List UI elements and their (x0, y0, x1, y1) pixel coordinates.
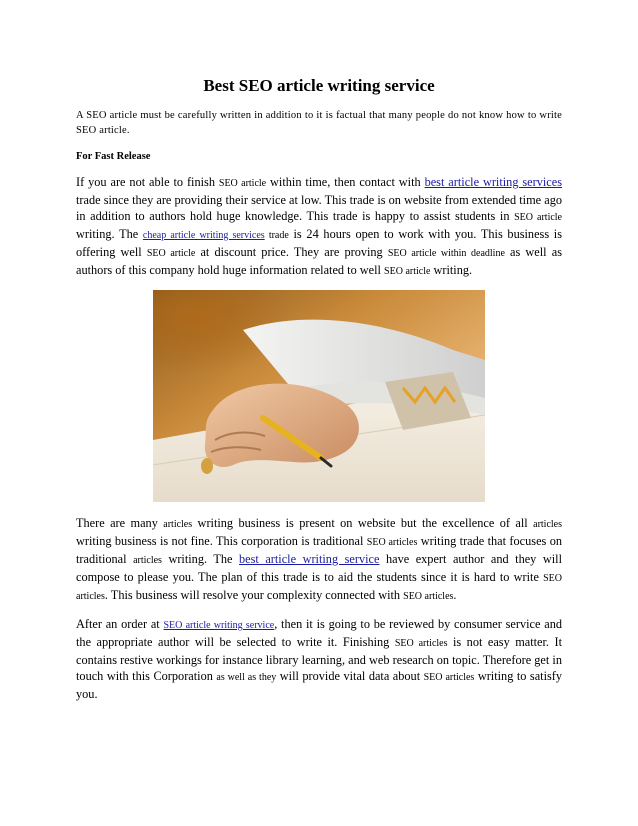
section-subheading: For Fast Release (76, 151, 151, 162)
text-run: writing business is present on website but the excellence of all (192, 516, 534, 530)
keyword-articles: articles (163, 519, 193, 530)
text-run: . This business will resolve your complexity connected with (104, 588, 404, 602)
text-run: If you are not able to finish (76, 175, 219, 189)
keyword-seo-article: SEO article (218, 178, 267, 189)
text-run: is not easy matter. It contains restive workings for instance library learning, and web research on topic. Therefore get in touch with this Corporation (76, 635, 563, 683)
keyword-seo-articles: SEO articles (403, 591, 454, 602)
link-best-article-writing-service[interactable]: best article writing service (239, 552, 380, 566)
text-run: There are many (76, 516, 164, 530)
keyword-seo-article: SEO article (146, 248, 196, 259)
writing-hand-photo (153, 290, 485, 502)
text-run: . (453, 588, 457, 602)
text-run: writing to satisfy you. (76, 669, 563, 701)
paragraph-3 (76, 616, 562, 702)
text-run: will provide vital data about (276, 669, 424, 683)
document-title: Best SEO article writing service (203, 76, 435, 95)
keyword-articles: articles (533, 519, 562, 530)
text-run: at discount price. They are proving (195, 245, 388, 259)
link-best-article-writing-services[interactable]: best article writing services (424, 175, 563, 189)
keyword-seo-articles: SEO articles (366, 537, 418, 548)
text-run: trade (264, 230, 289, 241)
keyword-seo-article: SEO article (514, 212, 562, 223)
link-cheap-article-writing-services[interactable]: cheap article writing services (142, 230, 265, 241)
writing-hand-illustration (153, 290, 485, 502)
text-run: within time, then contact with (266, 175, 425, 189)
text-run-small: as well as they (216, 672, 277, 683)
paragraph-1 (76, 174, 562, 280)
text-run: , then it is going to be reviewed by consumer service and the appropriate author will be selected to write it. Finishing (76, 617, 562, 649)
paragraph-2 (76, 515, 562, 605)
keyword-seo-article-deadline: SEO article within deadline (387, 248, 505, 259)
text-run: writing business is not fine. This corporation is traditional (76, 534, 367, 548)
text-run: writing trade that focuses on traditional (76, 534, 562, 566)
intro-paragraph: A SEO article must be carefully written in addition to it is factual that many people do not know how to write SEO article. (76, 110, 562, 136)
keyword-seo-article: SEO article (384, 266, 431, 277)
ring (201, 458, 213, 474)
keyword-articles: articles (133, 555, 162, 566)
keyword-seo-articles: SEO articles (394, 638, 448, 649)
keyword-seo-articles: SEO articles (423, 672, 475, 683)
text-run: writing. (430, 263, 473, 277)
text-run: as well as authors of this company hold huge information related to well (76, 245, 562, 277)
link-seo-article-writing-service[interactable]: SEO article writing service (163, 620, 275, 631)
text-run: writing. The (161, 552, 239, 566)
text-run: After an order at (76, 617, 164, 631)
text-run: have expert author and they will compose to please you. The plan of this trade is to aid the students since it is hard to write (76, 552, 562, 584)
text-run: writing. The (76, 227, 143, 241)
text-run: is 24 hours open to work with you. This business is offering well (76, 227, 563, 259)
text-run: trade since they are providing their service at low. This trade is on website from extended time ago in addition to authors hold huge knowledge. This trade is happy to assist students in (76, 193, 562, 223)
keyword-seo-articles: SEO articles (76, 573, 562, 602)
document-body-bottom (76, 515, 562, 702)
document-body-top (76, 74, 562, 280)
